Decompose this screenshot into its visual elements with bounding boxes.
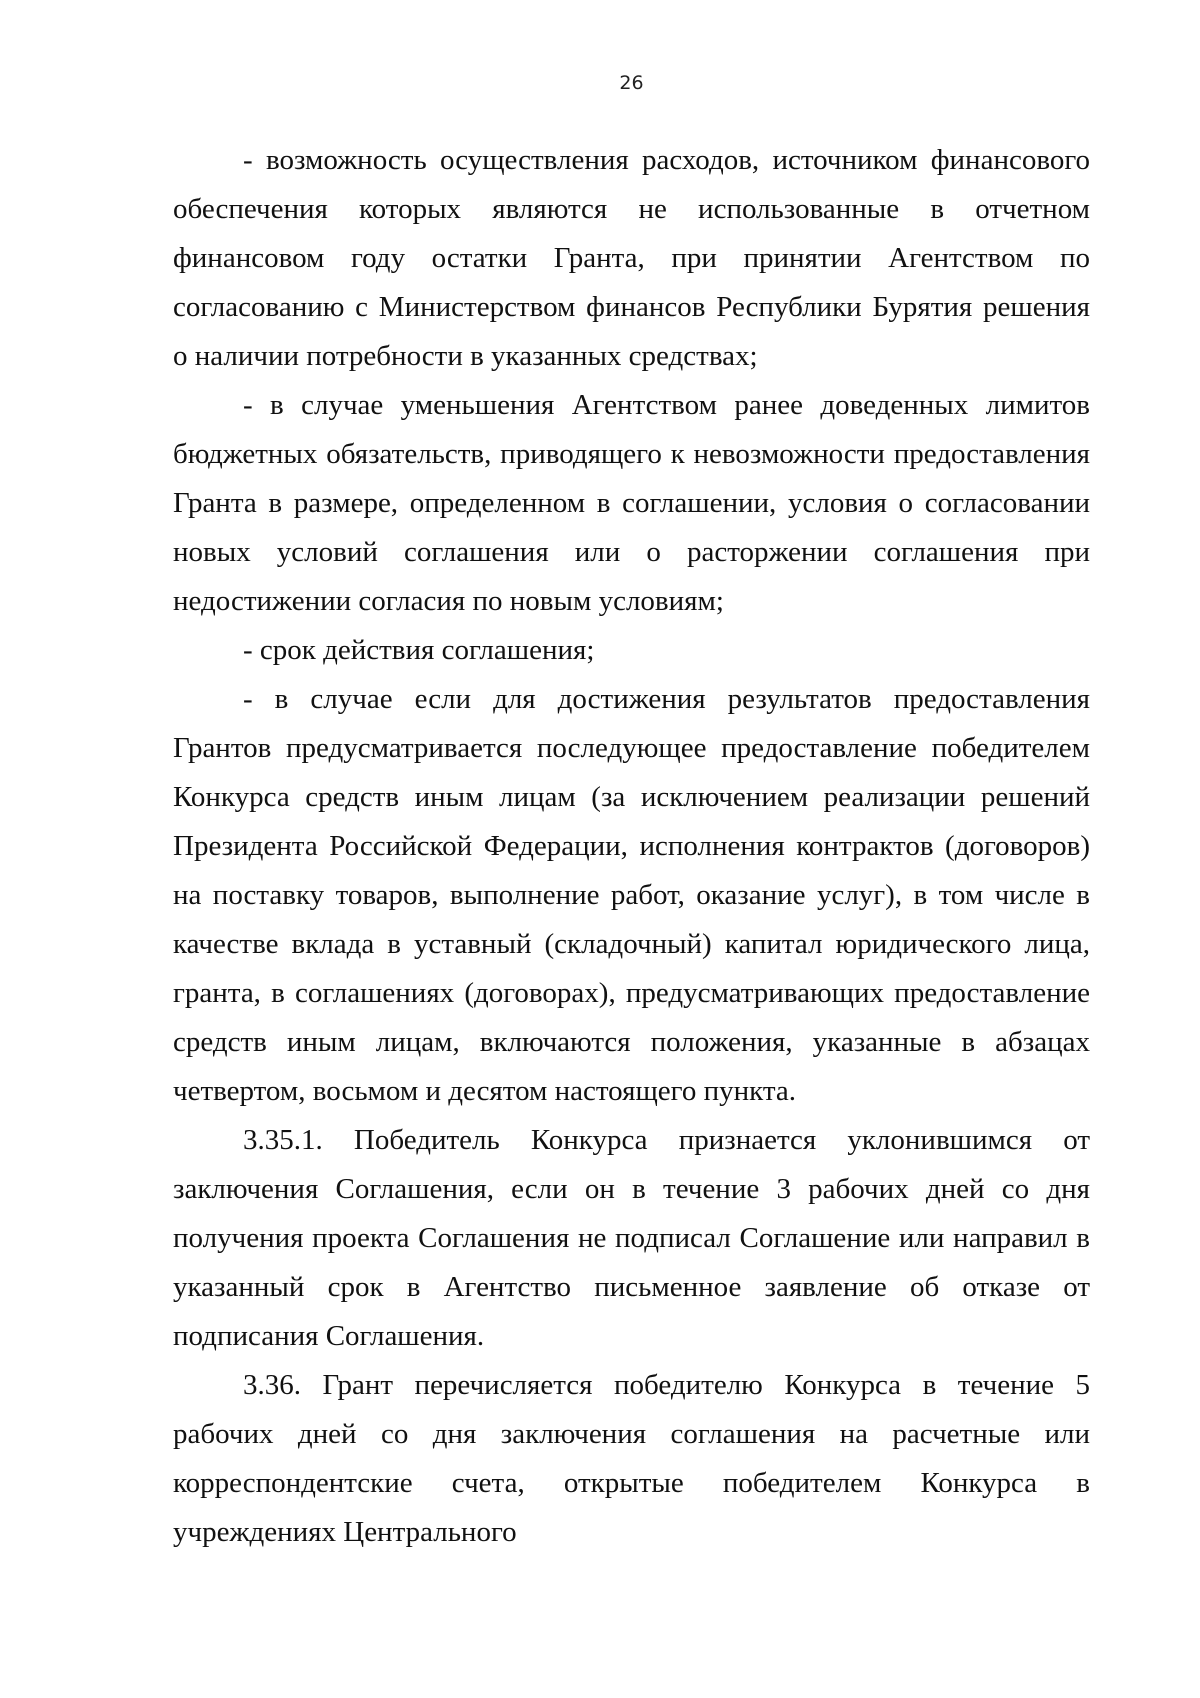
document-body <box>173 136 1090 1557</box>
page-number: 26 <box>619 72 644 94</box>
paragraph-3-35-1: 3.35.1. Победитель Конкурса признается уклонившимся от заключения Соглашения, если он в течение 3 рабочих дней со дня получения проекта Соглашения не подписал Соглашение или направил в указанный срок в Агентство письменное заявление об отказе от подписания Соглашения. <box>173 1124 1090 1352</box>
paragraph-agreement-term: - срок действия соглашения; <box>243 634 595 666</box>
paragraph-limit-reduction: - в случае уменьшения Агентством ранее доведенных лимитов бюджетных обязательств, приводящего к невозможности предоставления Гранта в размере, определенном в соглашении, условия о согласовании новых условий соглашения или о расторжении соглашения при недостижении согласия по новым условиям; <box>173 389 1090 617</box>
paragraph-3-36: 3.36. Грант перечисляется победителю Конкурса в течение 5 рабочих дней со дня заключения соглашения на расчетные или корреспондентские счета, открытые победителем Конкурса в учреждениях Центрального <box>173 1369 1090 1548</box>
paragraph-expense-option: - возможность осуществления расходов, источником финансового обеспечения которых являются не использованные в отчетном финансовом году остатки Гранта, при принятии Агентством по согласованию с Министерством финансов Республики Бурятия решения о наличии потребности в указанных средствах; <box>173 144 1090 372</box>
paragraph-third-party-funds: - в случае если для достижения результатов предоставления Грантов предусматривается последующее предоставление победителем Конкурса средств иным лицам (за исключением реализации решений Президента Российской Федерации, исполнения контрактов (договоров) на поставку товаров, выполнение работ, оказание услуг), в том числе в качестве вклада в уставный (складочный) капитал юридического лица, гранта, в соглашениях (договорах), предусматривающих предоставление средств иным лицам, включаются положения, указанные в абзацах четвертом, восьмом и десятом настоящего пункта. <box>173 683 1090 1107</box>
